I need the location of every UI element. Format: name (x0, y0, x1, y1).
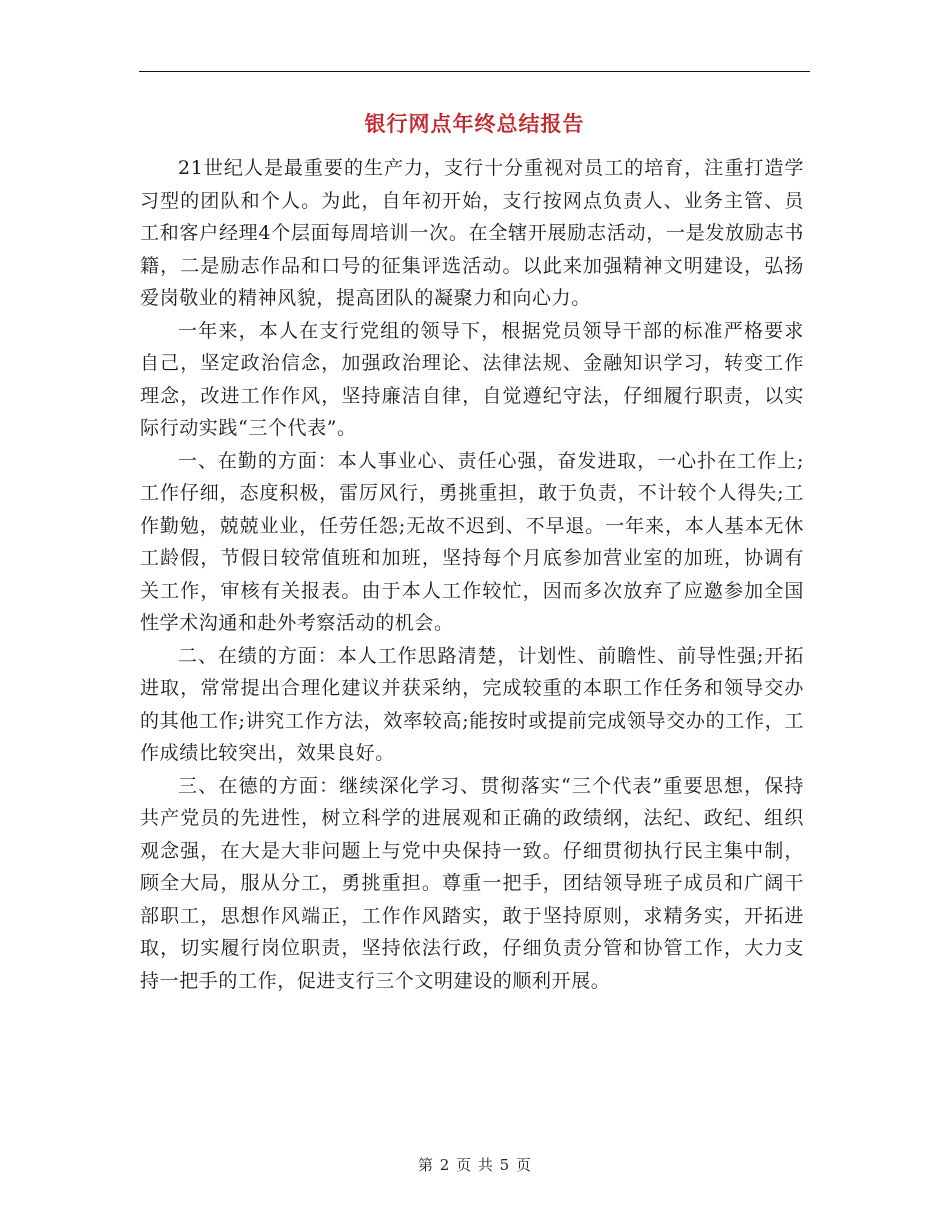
paragraph-overview: 一年来，本人在支行党组的领导下，根据党员领导干部的标准严格要求自己，坚定政治信念，加强政治理论、法律法规、金融知识学习，转变工作理念，改进工作作风，坚持廉洁自律，自觉遵纪守法，仔细履行职责，以实际行动实践“三个代表”。 (140, 319, 804, 439)
document-body (140, 152, 804, 997)
header-rule (139, 71, 810, 72)
paragraph-morality: 三、在德的方面：继续深化学习、贯彻落实“三个代表”重要思想，保持共产党员的先进性，树立科学的进展观和正确的政绩纲，法纪、政纪、组织观念强，在大是大非问题上与党中央保持一致。仔细贯彻执行民主集中制，顾全大局，服从分工，勇挑重担。尊重一把手，团结领导班子成员和广阔干部职工，思想作风端正，工作作风踏实，敢于坚持原则，求精务实，开拓进取，切实履行岗位职责，坚持依法行政，仔细负责分管和协管工作，大力支持一把手的工作，促进支行三个文明建设的顺利开展。 (140, 774, 804, 992)
paragraph-training: 21世纪人是最重要的生产力，支行十分重视对员工的培育，注重打造学习型的团队和个人。为此，自年初开始，支行按网点负责人、业务主管、员工和客户经理4个层面每周培训一次。在全辖开展励志活动，一是发放励志书籍，二是励志作品和口号的征集评选活动。以此来加强精神文明建设，弘扬爱岗敬业的精神风貌，提高团队的凝聚力和向心力。 (140, 157, 804, 309)
document-title: 银行网点年终总结报告 (364, 111, 585, 136)
paragraph-diligence: 一、在勤的方面：本人事业心、责任心强，奋发进取，一心扑在工作上;工作仔细，态度积极，雷厉风行，勇挑重担，敢于负责，不计较个人得失;工作勤勉，兢兢业业，任劳任怨;无故不迟到、不早退。一年来，本人基本无休工龄假，节假日较常值班和加班，坚持每个月底参加营业室的加班，协调有关工作，审核有关报表。由于本人工作较忙，因而多次放弃了应邀参加全国性学术沟通和赴外考察活动的机会。 (140, 449, 804, 634)
page-number-footer: 第 2 页 共 5 页 (418, 1156, 532, 1174)
paragraph-performance: 二、在绩的方面：本人工作思路清楚，计划性、前瞻性、前导性强;开拓进取，常常提出合理化建议并获采纳，完成较重的本职工作任务和领导交办的其他工作;讲究工作方法，效率较高;能按时或提前完成领导交办的工作，工作成绩比较突出，效果良好。 (140, 644, 804, 764)
